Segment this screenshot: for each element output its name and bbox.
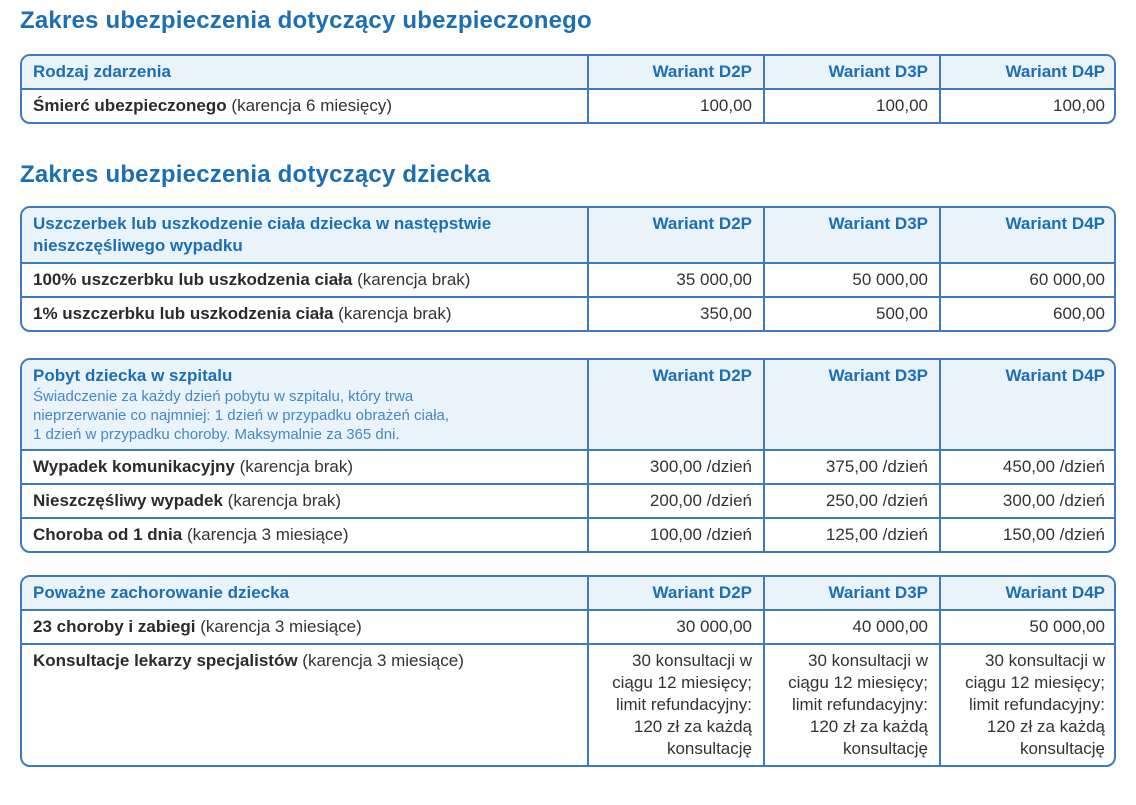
value-cell: 375,00 /dzień [764, 450, 940, 484]
table-header-row [22, 208, 1116, 263]
table-title: Pobyt dziecka w szpitalu [33, 366, 233, 385]
row-label: Choroba od 1 dnia [33, 525, 183, 544]
row-note: (karencja 3 miesiące) [186, 525, 349, 544]
table-row [22, 518, 1116, 551]
value-cell: 100,00 [764, 89, 940, 122]
row-label: Śmierć ubezpieczonego [33, 96, 227, 115]
table-title: Rodzaj zdarzenia [33, 62, 171, 81]
row-label-cell [22, 610, 588, 644]
row-label-cell [22, 263, 588, 297]
row-note: (karencja brak) [227, 491, 342, 510]
value-cell: 30 000,00 [588, 610, 764, 644]
table-header-row [22, 56, 1116, 89]
value-cell: 60 000,00 [940, 263, 1116, 297]
table-row [22, 484, 1116, 518]
table-header-label [22, 577, 588, 610]
section-heading-child: Zakres ubezpieczenia dotyczący dziecka [20, 161, 491, 188]
table-row [22, 297, 1116, 330]
row-label: Nieszczęśliwy wypadek [33, 491, 223, 510]
value-cell: 30 konsultacji w ciągu 12 miesięcy; limit refundacyjny: 120 zł za każdą konsultację [588, 644, 764, 765]
value-cell: 350,00 [588, 297, 764, 330]
variant-column-header-d3p: Wariant D3P [764, 577, 940, 610]
variant-column-header-d3p: Wariant D3P [764, 56, 940, 89]
value-cell: 300,00 /dzień [940, 484, 1116, 518]
value-cell: 100,00 /dzień [588, 518, 764, 551]
value-cell: 300,00 /dzień [588, 450, 764, 484]
row-note: (karencja 3 miesiące) [200, 617, 362, 636]
table-description-line: nieprzerwanie co najmniej: 1 dzień w przypadku obrażeń ciała, [33, 407, 450, 424]
document-page [20, 0, 1116, 767]
value-cell: 50 000,00 [764, 263, 940, 297]
variant-column-header-d2p: Wariant D2P [588, 208, 764, 263]
variant-column-header-d4p: Wariant D4P [940, 360, 1116, 450]
table-title: Poważne zachorowanie dziecka [33, 583, 290, 602]
table-header-label [22, 360, 588, 450]
table-title: Uszczerbek lub uszkodzenie ciała dziecka w następstwie nieszczęśliwego wypadku [33, 214, 492, 255]
variant-column-header-d4p: Wariant D4P [940, 208, 1116, 263]
row-note: (karencja brak) [338, 304, 452, 323]
table-serious-illness [20, 575, 1116, 767]
variant-column-header-d4p: Wariant D4P [940, 577, 1116, 610]
table-row [22, 644, 1116, 765]
row-note: (karencja 3 miesiące) [302, 651, 464, 670]
row-label-cell [22, 518, 588, 551]
value-cell: 35 000,00 [588, 263, 764, 297]
value-cell: 50 000,00 [940, 610, 1116, 644]
value-cell: 100,00 [588, 89, 764, 122]
row-label: 1% uszczerbku lub uszkodzenia ciała [33, 304, 334, 323]
table-header-label [22, 56, 588, 89]
table-hospital-stay [20, 358, 1116, 553]
table-row [22, 610, 1116, 644]
table-header-row [22, 577, 1116, 610]
row-label: 23 choroby i zabiegi [33, 617, 196, 636]
variant-column-header-d2p: Wariant D2P [588, 56, 764, 89]
row-label-cell [22, 450, 588, 484]
value-cell: 30 konsultacji w ciągu 12 miesięcy; limit refundacyjny: 120 zł za każdą konsultację [940, 644, 1116, 765]
variant-column-header-d2p: Wariant D2P [588, 360, 764, 450]
value-cell: 500,00 [764, 297, 940, 330]
variant-column-header-d4p: Wariant D4P [940, 56, 1116, 89]
row-note: (karencja brak) [357, 270, 471, 289]
table-row [22, 89, 1116, 122]
value-cell: 450,00 /dzień [940, 450, 1116, 484]
value-cell: 100,00 [940, 89, 1116, 122]
row-label-cell [22, 297, 588, 330]
value-cell: 125,00 /dzień [764, 518, 940, 551]
variant-column-header-d3p: Wariant D3P [764, 208, 940, 263]
row-label: Wypadek komunikacyjny [33, 457, 235, 476]
value-cell: 600,00 [940, 297, 1116, 330]
table-header-label [22, 208, 588, 263]
row-note: (karencja brak) [239, 457, 353, 476]
table-header-row [22, 360, 1116, 450]
table-description [33, 387, 576, 444]
table-bodily-injury [20, 206, 1116, 332]
value-cell: 40 000,00 [764, 610, 940, 644]
value-cell: 150,00 /dzień [940, 518, 1116, 551]
table-description-line: Świadczenie za każdy dzień pobytu w szpitalu, który trwa [33, 388, 414, 405]
row-label: Konsultacje lekarzy specjalistów [33, 651, 298, 670]
value-cell: 250,00 /dzień [764, 484, 940, 518]
section-heading-insured: Zakres ubezpieczenia dotyczący ubezpieczonego [20, 7, 592, 34]
row-label-cell [22, 644, 588, 765]
row-label-cell [22, 484, 588, 518]
table-row [22, 263, 1116, 297]
variant-column-header-d3p: Wariant D3P [764, 360, 940, 450]
table-description-line: 1 dzień w przypadku choroby. Maksymalnie za 365 dni. [33, 426, 400, 443]
value-cell: 200,00 /dzień [588, 484, 764, 518]
variant-column-header-d2p: Wariant D2P [588, 577, 764, 610]
value-cell: 30 konsultacji w ciągu 12 miesięcy; limit refundacyjny: 120 zł za każdą konsultację [764, 644, 940, 765]
table-event-type [20, 54, 1116, 124]
row-label: 100% uszczerbku lub uszkodzenia ciała [33, 270, 353, 289]
table-row [22, 450, 1116, 484]
row-note: (karencja 6 miesięcy) [231, 96, 393, 115]
row-label-cell [22, 89, 588, 122]
